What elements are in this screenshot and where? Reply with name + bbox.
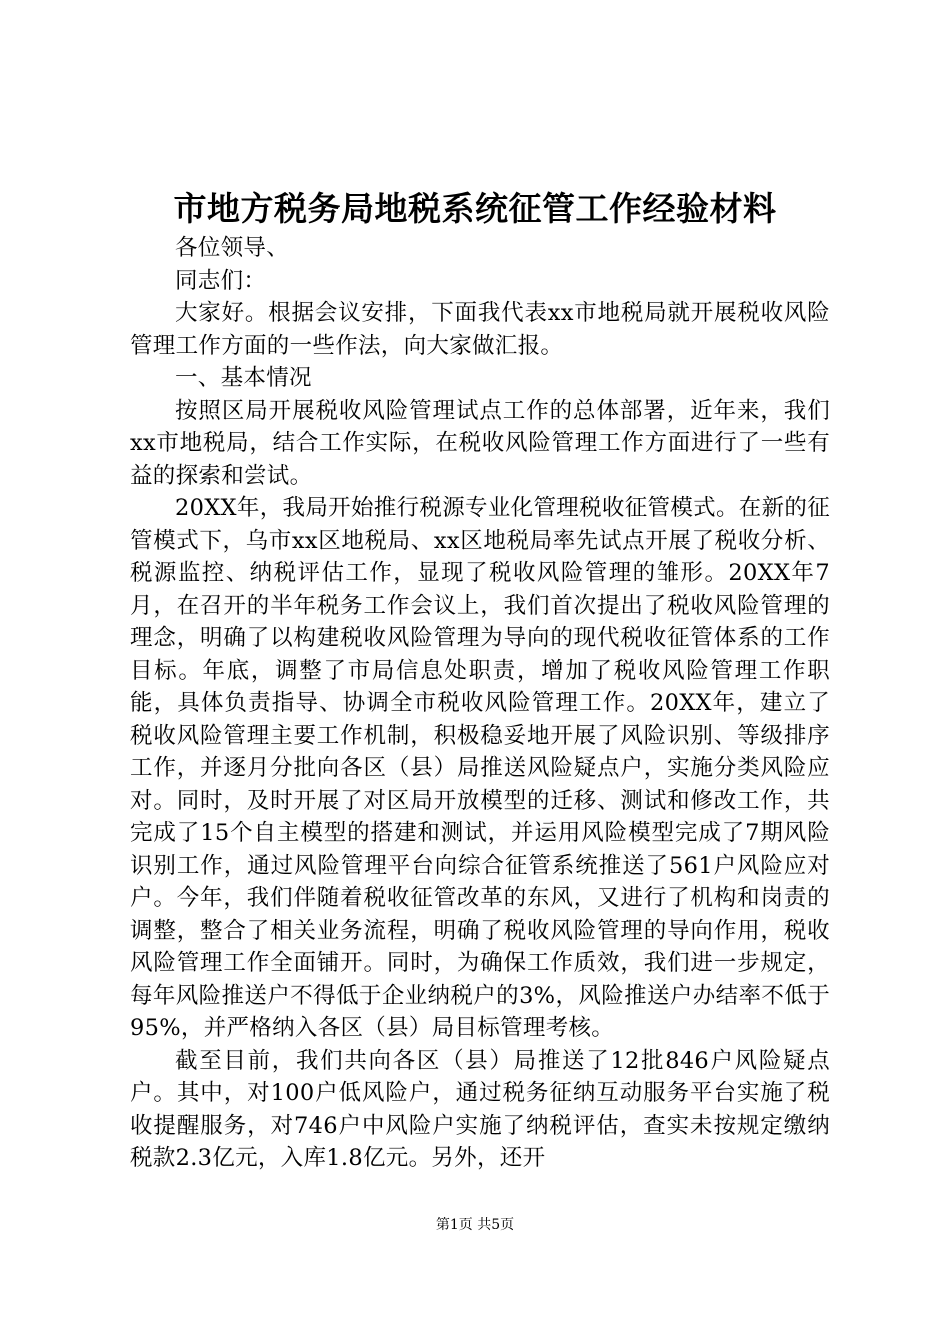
section-heading-basic-situation: 一、基本情况: [175, 365, 312, 391]
paragraph-results: 截至目前，我们共向各区（县）局推送了12批846户风险疑点户。其中，对100户低风险户，通过税务征纳互动服务平台实施了税收提醒服务，对746户中风险户实施了纳税评估，查实未按规定缴纳税款2.3亿元，入库1.8亿元。另外，还开: [130, 1047, 830, 1171]
paragraph-greeting-leaders: 各位领导、: [175, 235, 290, 261]
paragraph-intro: 大家好。根据会议安排，下面我代表xx市地税局就开展税收风险管理工作方面的一些作法，向大家做汇报。: [130, 300, 830, 359]
paragraph-history: 20XX年，我局开始推行税源专业化管理税收征管模式。在新的征管模式下，乌市xx区地税局、xx区地税局率先试点开展了税收分析、税源监控、纳税评估工作，显现了税收风险管理的雏形。20XX年7月，在召开的半年税务工作会议上，我们首次提出了税收风险管理的理念，明确了以构建税收风险管理为导向的现代税收征管体系的工作目标。年底，调整了市局信息处职责，增加了税收风险管理工作职能，具体负责指导、协调全市税收风险管理工作。20XX年，建立了税收风险管理主要工作机制，积极稳妥地开展了风险识别、等级排序工作，并逐月分批向各区（县）局推送风险疑点户，实施分类风险应对。同时，及时开展了对区局开放模型的迁移、测试和修改工作，共完成了15个自主模型的搭建和测试，并运用风险模型完成了7期风险识别工作，通过风险管理平台向综合征管系统推送了561户风险应对户。今年，我们伴随着税收征管改革的东风，又进行了机构和岗责的调整，整合了相关业务流程，明确了税收风险管理的导向作用，税收风险管理工作全面铺开。同时，为确保工作质效，我们进一步规定，每年风险推送户不得低于企业纳税户的3%，风险推送户办结率不低于95%，并严格纳入各区（县）局目标管理考核。: [130, 495, 830, 1041]
paragraph-deployment: 按照区局开展税收风险管理试点工作的总体部署，近年来，我们xx市地税局，结合工作实际，在税收风险管理工作方面进行了一些有益的探索和尝试。: [130, 397, 830, 489]
page-number-footer: 第1页 共5页: [435, 1217, 515, 1233]
document-title: 市地方税务局地税系统征管工作经验材料: [173, 189, 777, 228]
paragraph-greeting-comrades: 同志们：: [175, 267, 267, 294]
document-body: [130, 232, 830, 1175]
